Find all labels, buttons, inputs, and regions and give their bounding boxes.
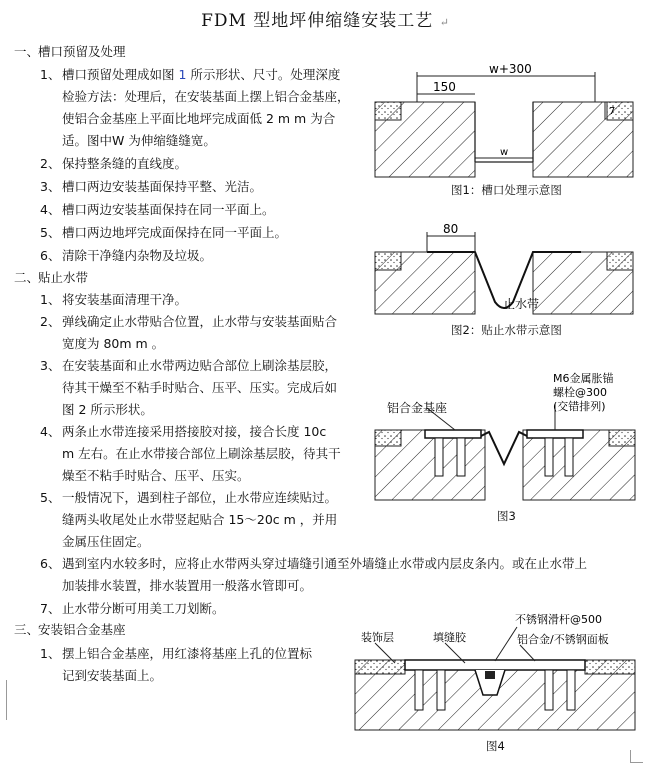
figure-4-diagram <box>345 605 645 735</box>
item-text: 遇到室内水较多时，应将止水带两头穿过墙缝引通至外墙缝止水带或内层皮条内。或在止水带上 <box>62 556 588 571</box>
fig3-label-right3: (交错排列) <box>553 400 606 413</box>
fig3-label-right2: 螺栓@300 <box>553 386 607 399</box>
item-number: 5、 <box>40 490 61 505</box>
item-text: 金属压住固定。 <box>62 534 150 549</box>
section-heading: 槽口预留及处理 <box>38 44 126 59</box>
fig1-dim-left: 150 <box>433 80 456 94</box>
fig1-dim-w: w <box>500 147 509 158</box>
item-text: 槽口预留处理成如图 1 所示形状、尺寸。处理深度 <box>62 67 341 82</box>
fig2-label: 止水带 <box>503 297 540 311</box>
section-heading: 安装铝合金基座 <box>38 622 126 637</box>
fig1-dim-small: 7 <box>609 106 616 117</box>
item-text: 弹线确定止水带贴合位置，止水带与安装基面贴合 <box>62 314 338 329</box>
fig4-label-top: 不锈钢滑杆@500 <box>515 613 602 626</box>
item-number: 4、 <box>40 424 61 439</box>
item-number: 5、 <box>40 225 61 240</box>
item-text: 图 2 所示形状。 <box>62 402 153 417</box>
item-text: 在安装基面和止水带两边贴合部位上刷涂基层胶， <box>62 358 338 373</box>
figure-2-caption: 图2：贴止水带示意图 <box>451 323 562 337</box>
item-text: 记到安装基面上。 <box>62 668 163 683</box>
item-text: 一般情况下，遇到柱子部位，止水带应连续贴过。 <box>62 490 338 505</box>
item-text: 将安装基面清理干净。 <box>62 292 188 307</box>
section-number: 三、 <box>14 622 40 637</box>
page-title: FDM 型地坪伸缩缝安装工艺 ↵ <box>201 11 450 31</box>
page-corner-mark <box>630 750 643 763</box>
item-number: 2、 <box>40 156 61 171</box>
item-text: 待其干燥至不粘手时贴合、压平、压实。完成后如 <box>62 380 338 395</box>
item-text: 两条止水带连接采用搭接胶对接，接合长度 10c <box>62 424 327 439</box>
item-number: 1、 <box>40 292 61 307</box>
item-text: 槽口两边安装基面保持在同一平面上。 <box>62 202 275 217</box>
fig4-label-b: 填缝胶 <box>433 631 466 644</box>
item-text: 使铝合金基座上平面比地坪完成面低 2 m m 为合 <box>62 111 336 126</box>
item-text: 检验方法：处理后，在安装基面上摆上铝合金基座， <box>62 89 350 104</box>
fig4-label-a: 装饰层 <box>361 631 394 644</box>
figure-1-diagram <box>365 62 645 197</box>
fig3-label-left: 铝合金基座 <box>387 401 448 415</box>
item-text: 槽口两边地坪完成面保持在同一平面上。 <box>62 225 288 240</box>
item-number: 4、 <box>40 202 61 217</box>
item-text: 止水带分断可用美工刀划断。 <box>62 601 225 616</box>
item-text: 槽口两边安装基面保持平整、光洁。 <box>62 179 263 194</box>
figure-3-caption: 图3 <box>497 509 516 523</box>
fig2-dim: 80 <box>443 222 459 236</box>
fig4-label-c: 铝合金/不锈钢面板 <box>517 633 609 646</box>
item-number: 7、 <box>40 601 61 616</box>
item-text: 宽度为 80m m 。 <box>62 336 165 351</box>
figure-1-caption: 图1：槽口处理示意图 <box>451 183 562 197</box>
item-text: 摆上铝合金基座，用红漆将基座上孔的位置标 <box>62 646 313 661</box>
item-number: 3、 <box>40 358 61 373</box>
item-text: 燥至不粘手时贴合、压平、压实。 <box>62 468 250 483</box>
item-text: m 左右。在止水带接合部位上刷涂基层胶，待其干 <box>62 446 341 461</box>
item-number: 1、 <box>40 646 61 661</box>
item-number: 6、 <box>40 556 61 571</box>
page-corner-mark <box>6 680 19 720</box>
figure-4-caption: 图4 <box>486 739 505 753</box>
item-number: 1、 <box>40 67 61 82</box>
figure-3-diagram <box>365 368 645 508</box>
item-text: 缝两头收尾处止水带竖起贴合 15～20c m ，并用 <box>62 512 338 527</box>
fig1-dim-top: w+300 <box>489 62 532 76</box>
fig3-label-right1: M6金属胀锚 <box>553 372 614 385</box>
figure-2-diagram <box>365 222 645 322</box>
item-number: 6、 <box>40 248 61 263</box>
item-number: 2、 <box>40 314 61 329</box>
item-number: 3、 <box>40 179 61 194</box>
section-number: 一、 <box>14 44 40 59</box>
section-number: 二、 <box>14 270 40 285</box>
item-text: 清除干净缝内杂物及垃圾。 <box>62 248 213 263</box>
section-heading: 贴止水带 <box>38 270 89 285</box>
item-text: 保持整条缝的直线度。 <box>62 156 188 171</box>
item-text: 加装排水装置，排水装置用一般落水管即可。 <box>62 578 313 593</box>
item-text: 适。图中W 为伸缩缝缝宽。 <box>62 133 216 148</box>
